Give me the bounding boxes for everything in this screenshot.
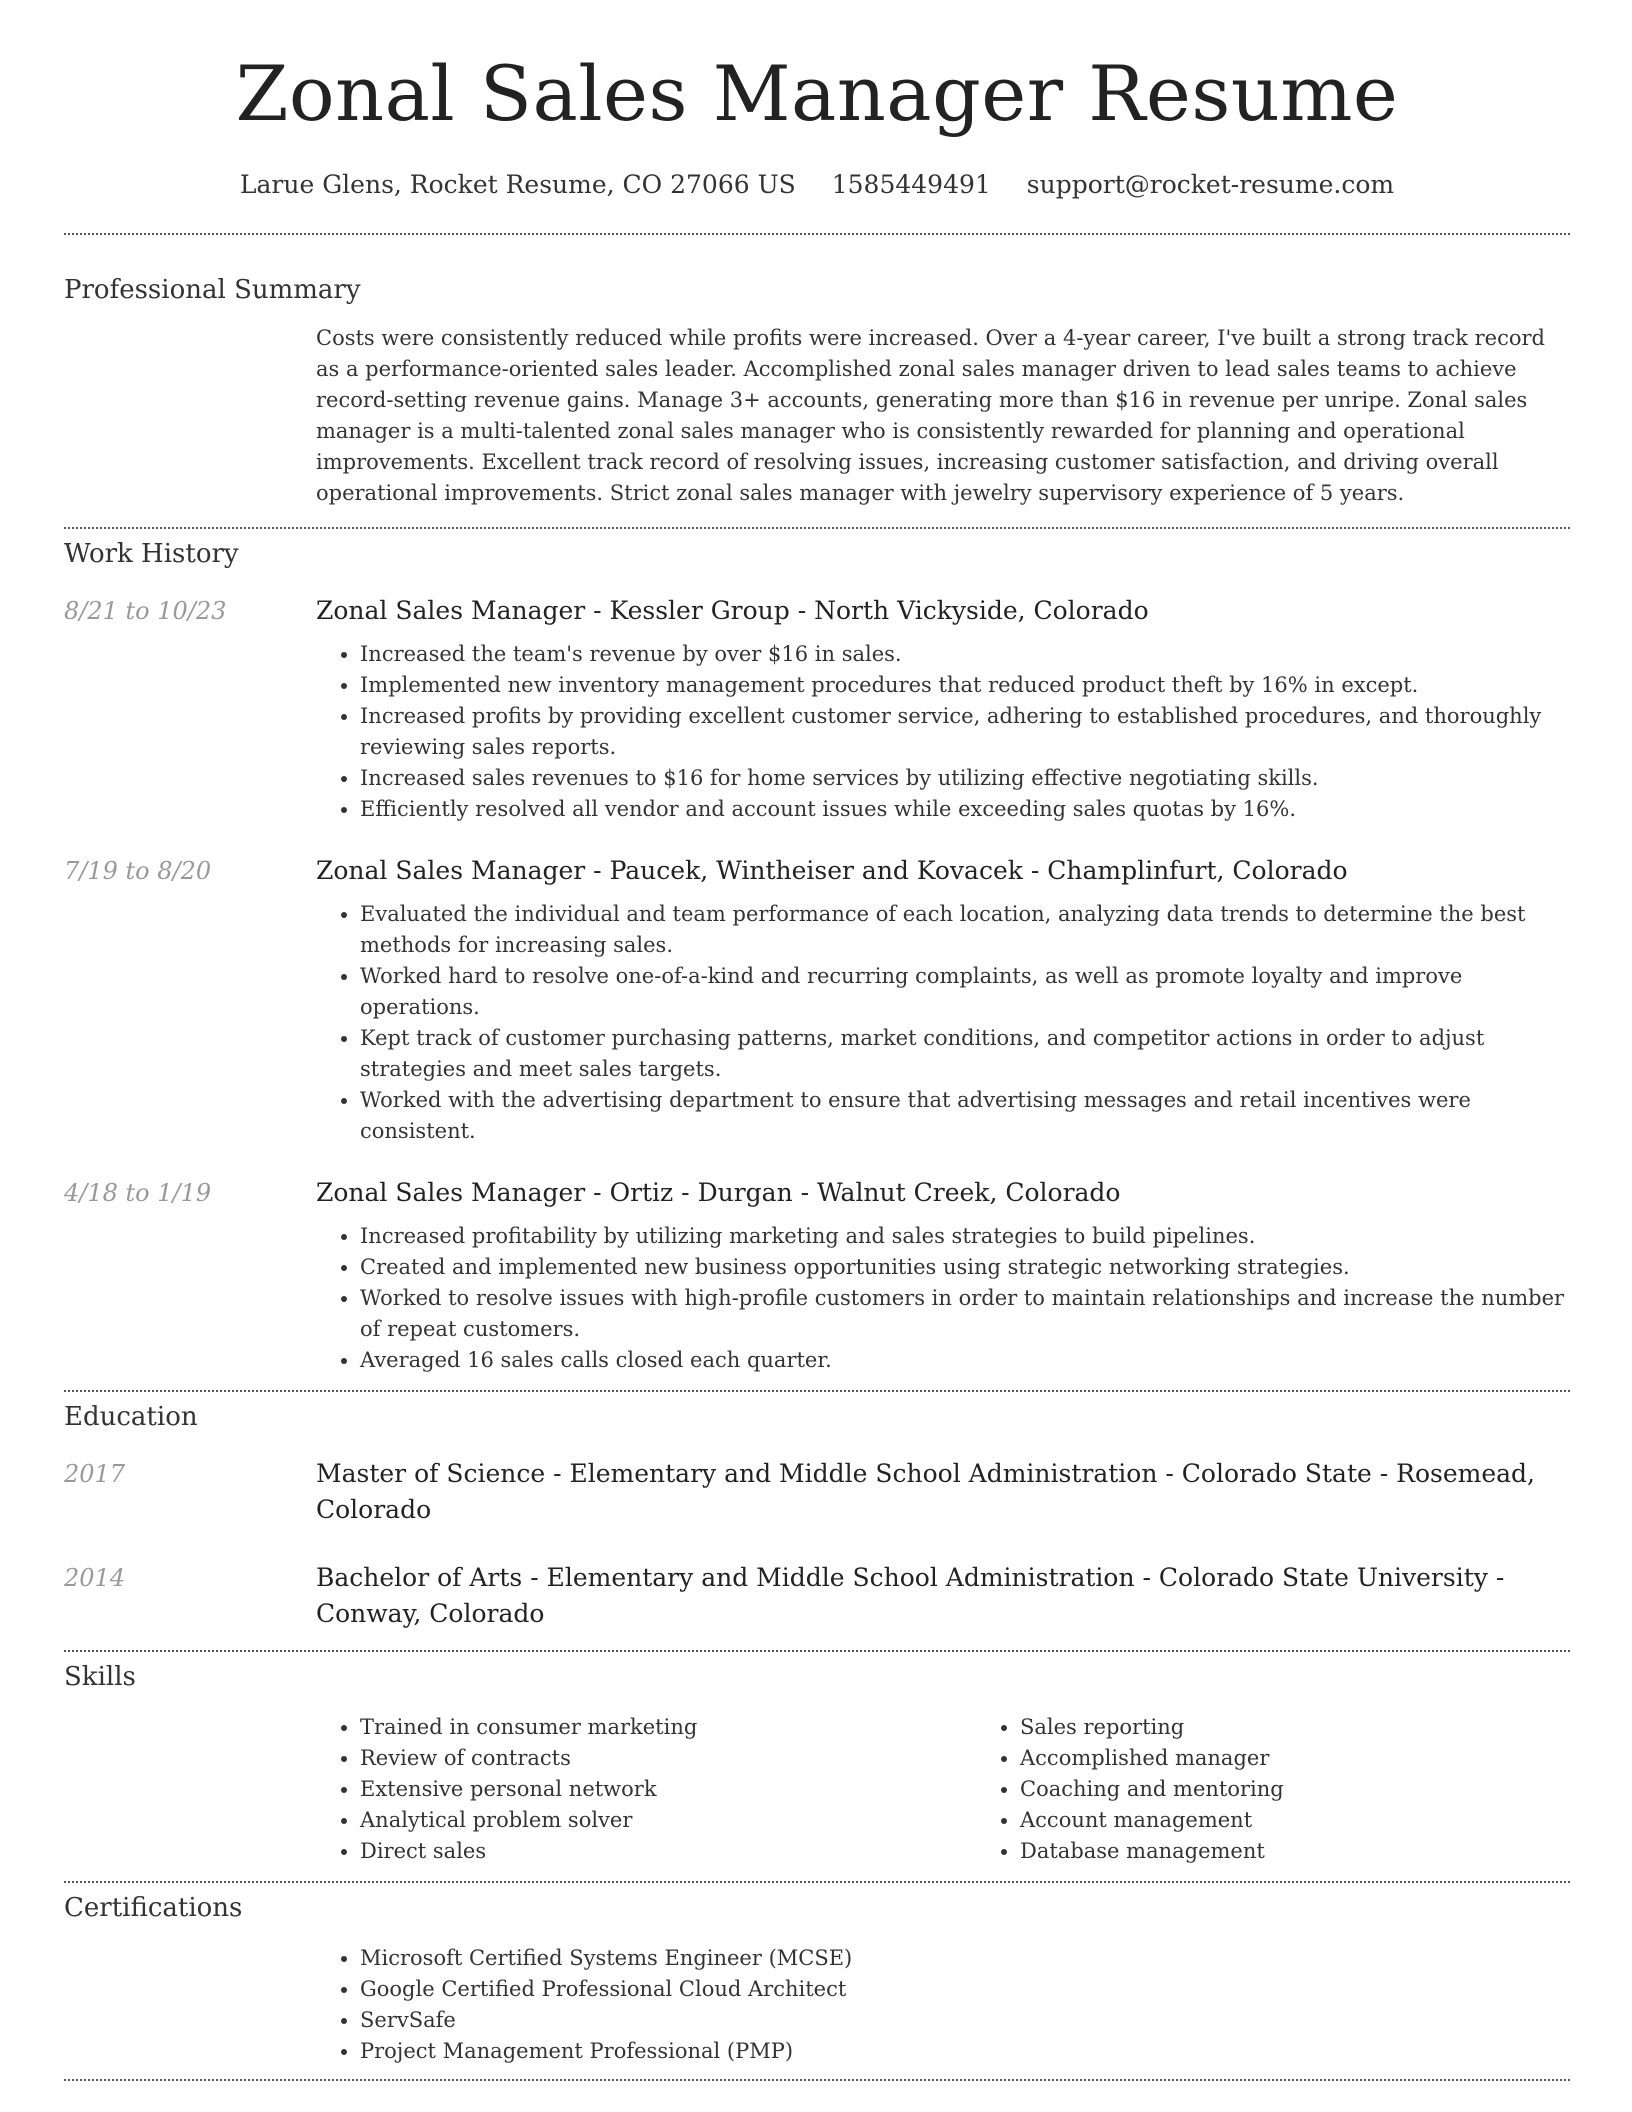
list-item: • Microsoft Certified Systems Engineer (MCSE) [360, 1943, 1570, 1974]
work-heading: Work History [64, 538, 239, 569]
page-title: Zonal Sales Manager Resume [235, 49, 1399, 138]
education-heading: Education [64, 1401, 198, 1432]
education-title: Bachelor of Arts - Elementary and Middle School Administration - Colorado State University - Conway, Colorado [316, 1562, 1505, 1628]
list-item: • Created and implemented new business opportunities using strategic networking strategies. [360, 1252, 1570, 1283]
summary-text: Costs were consistently reduced while profits were increased. Over a 4-year career, I've built a strong track record as a performance-oriented sales leader. Accomplished zonal sales manager driven to lead sales teams to achieve record-setting revenue gains. Manage 3+ accounts, generating more than $16 in revenue per unripe. Zonal sales manager is a multi-talented zonal sales manager who is consistently rewarded for planning and operational improvements. Excellent track record of resolving issues, increasing customer satisfaction, and driving overall operational improvements. Strict zonal sales manager with jewelry supervisory experience of 5 years. [316, 325, 1545, 505]
education-year: 2014 [64, 1563, 126, 1592]
summary-heading: Professional Summary [64, 274, 361, 305]
list-item: • Worked hard to resolve one-of-a-kind and recurring complaints, as well as promote loyalty and improve operations. [360, 961, 1570, 1023]
list-item: • Implemented new inventory management procedures that reduced product theft by 16% in except. [360, 670, 1570, 701]
certifications-list [316, 1943, 1570, 2067]
list-item: • Database management [1020, 1836, 1520, 1867]
job-bullets [316, 1221, 1570, 1376]
job-entry [64, 853, 1570, 1147]
list-item: • Evaluated the individual and team performance of each location, analyzing data trends to determine the best methods for increasing sales. [360, 899, 1570, 961]
contact-phone: 1585449491 [831, 169, 991, 199]
job-entry [64, 593, 1570, 825]
section-divider [64, 2079, 1570, 2081]
list-item: • Increased profitability by utilizing marketing and sales strategies to build pipelines. [360, 1221, 1570, 1252]
contact-email: support@rocket-resume.com [1026, 169, 1395, 199]
job-title: Zonal Sales Manager - Ortiz - Durgan - Walnut Creek, Colorado [316, 1177, 1121, 1207]
list-item: • Increased profits by providing excellent customer service, adhering to established procedures, and thoroughly reviewing sales reports. [360, 701, 1570, 763]
list-item: • Kept track of customer purchasing patterns, market conditions, and competitor actions in order to adjust strategies and meet sales targets. [360, 1023, 1570, 1085]
job-dates: 4/18 to 1/19 [64, 1178, 212, 1207]
list-item: • Direct sales [360, 1836, 976, 1867]
job-dates: 7/19 to 8/20 [64, 856, 212, 885]
list-item: • Coaching and mentoring [1020, 1774, 1520, 1805]
contact-address: Larue Glens, Rocket Resume, CO 27066 US [239, 169, 796, 199]
list-item: • Analytical problem solver [360, 1805, 976, 1836]
list-item: • Efficiently resolved all vendor and account issues while exceeding sales quotas by 16%. [360, 794, 1570, 825]
list-item: • Increased sales revenues to $16 for home services by utilizing effective negotiating skills. [360, 763, 1570, 794]
list-item: • Review of contracts [360, 1743, 976, 1774]
work-section [64, 529, 1570, 1376]
job-bullets [316, 899, 1570, 1147]
education-entry [64, 1560, 1570, 1632]
education-year: 2017 [64, 1459, 126, 1488]
certifications-section [64, 1883, 1570, 2067]
resume-page [64, 0, 1570, 2081]
education-section [64, 1392, 1570, 1632]
list-item: • Worked to resolve issues with high-profile customers in order to maintain relationships and increase the number of repeat customers. [360, 1283, 1570, 1345]
education-title: Master of Science - Elementary and Middle School Administration - Colorado State - Rosemead, Colorado [316, 1458, 1535, 1524]
skills-grid [316, 1712, 1570, 1867]
skills-list-left [316, 1712, 976, 1867]
certifications-heading: Certifications [64, 1892, 243, 1923]
list-item: • Accomplished manager [1020, 1743, 1520, 1774]
list-item: • Worked with the advertising department to ensure that advertising messages and retail incentives were consistent. [360, 1085, 1570, 1147]
job-title: Zonal Sales Manager - Paucek, Wintheiser and Kovacek - Champlinfurt, Colorado [316, 855, 1348, 885]
list-item: • Google Certified Professional Cloud Architect [360, 1974, 1570, 2005]
job-dates: 8/21 to 10/23 [64, 596, 227, 625]
list-item: • Extensive personal network [360, 1774, 976, 1805]
list-item: • Account management [1020, 1805, 1520, 1836]
job-title: Zonal Sales Manager - Kessler Group - North Vickyside, Colorado [316, 595, 1149, 625]
list-item: • ServSafe [360, 2005, 1570, 2036]
job-bullets [316, 639, 1570, 825]
summary-section [64, 235, 1570, 509]
job-entry [64, 1175, 1570, 1376]
skills-heading: Skills [64, 1661, 136, 1692]
list-item: • Trained in consumer marketing [360, 1712, 976, 1743]
contact-line [64, 170, 1570, 199]
list-item: • Sales reporting [1020, 1712, 1520, 1743]
education-entry [64, 1456, 1570, 1528]
skills-section [64, 1652, 1570, 1867]
list-item: • Averaged 16 sales calls closed each quarter. [360, 1345, 1570, 1376]
list-item: • Increased the team's revenue by over $16 in sales. [360, 639, 1570, 670]
certifications-block [316, 1943, 1570, 2067]
list-item: • Project Management Professional (PMP) [360, 2036, 1570, 2067]
skills-list-right [976, 1712, 1520, 1867]
